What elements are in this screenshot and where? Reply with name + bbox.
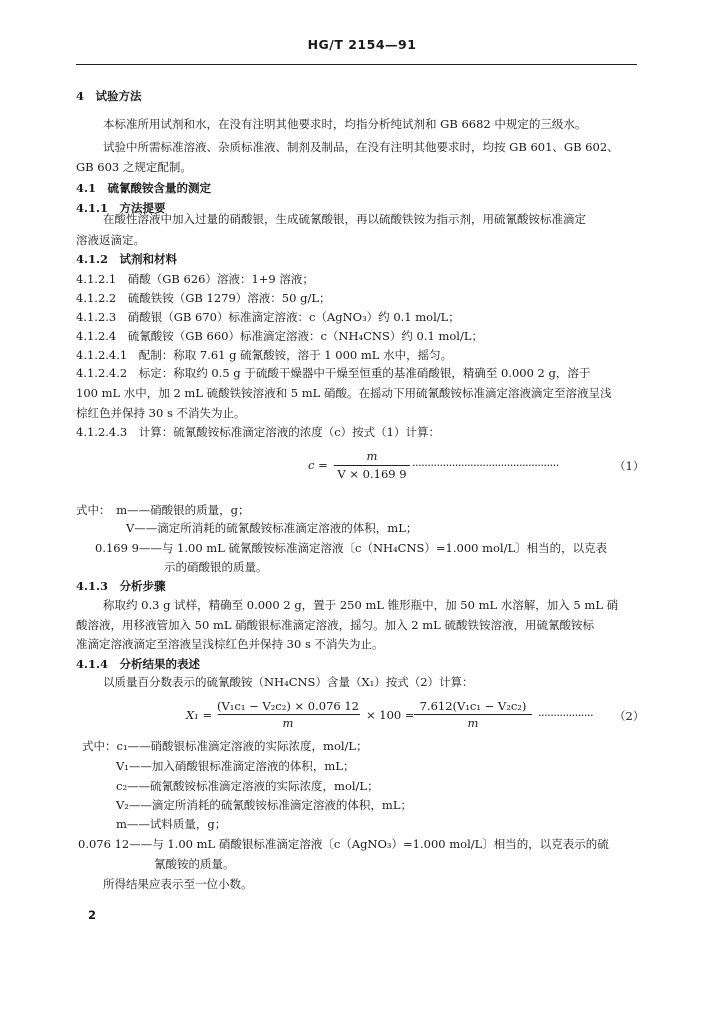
section-4-1-1-heading: 4.1.1 方法提要 [76, 201, 166, 215]
legend-2-v1: V₁——加入硝酸银标准滴定溶液的体积，mL； [116, 759, 355, 773]
section-4-1-3-heading: 4.1.3 分析步骤 [76, 579, 166, 593]
page-number: 2 [88, 908, 97, 922]
legend-2-factor-cont: 氰酸铵的质量。 [154, 857, 235, 871]
reagent-4-1-2-4-3: 4.1.2.4.3 计算：硫氰酸铵标准滴定溶液的浓度（c）按式（1）计算： [76, 425, 440, 439]
section-4-1-1-line-1: 在酸性溶液中加入过量的硝酸银，生成硫氰酸银，再以硫酸铁铵为指示剂，用硫氰酸铵标准滴定 [103, 212, 586, 226]
section-4-1-heading: 4.1 硫氰酸铵含量的测定 [76, 181, 212, 195]
formula-2-numerator-1: (V₁c₁ − V₂c₂) × 0.076 12 [216, 699, 359, 713]
legend-2-v2: V₂——滴定所消耗的硫氰酸铵标准滴定溶液的体积，mL； [116, 798, 412, 812]
section-4-paragraph-1: 本标准所用试剂和水，在没有注明其他要求时，均指分析纯试剂和 GB 6682 中规定的三级水。 [103, 117, 587, 131]
legend-1-v: V——滴定所消耗的硫氰酸铵标准滴定溶液的体积，mL； [126, 521, 418, 535]
legend-1-factor-cont: 示的硝酸银的质量。 [164, 560, 268, 574]
legend-1-m: 式中： m——硝酸银的质量，g； [76, 503, 250, 517]
formula-1-fraction-bar [334, 465, 410, 466]
reagent-4-1-2-4: 4.1.2.4 硫氰酸铵（GB 660）标准滴定溶液：c（NH₄CNS）约 0.1 mol/L； [76, 329, 483, 343]
section-4-heading: 4 试验方法 [76, 89, 142, 103]
section-4-paragraph-2-line-1: 试验中所需标准溶液、杂质标准液、制剂及制品，在没有注明其他要求时，均按 GB 601、GB 602、 [103, 140, 619, 154]
formula-2-leader-dots: ·················· [538, 708, 593, 722]
reagent-4-1-2-2: 4.1.2.2 硫酸铁铵（GB 1279）溶液：50 g/L； [76, 291, 331, 305]
result-precision-note: 所得结果应表示至一位小数。 [103, 877, 253, 891]
reagent-4-1-2-3: 4.1.2.3 硝酸银（GB 670）标准滴定溶液：c（AgNO₃）约 0.1 mol/L； [76, 310, 460, 324]
reagent-4-1-2-4-1: 4.1.2.4.1 配制：称取 7.61 g 硫氰酸铵，溶于 1 000 mL 水中，摇匀。 [76, 348, 453, 362]
formula-2-fraction-bar-1 [218, 714, 360, 715]
formula-1-leader-dots: ················································ [412, 458, 559, 472]
formula-2-denominator-1: m [282, 716, 294, 730]
section-4-1-4-heading: 4.1.4 分析结果的表述 [76, 657, 201, 671]
formula-2-multiplier: × 100 = [366, 708, 415, 722]
legend-2-c2: c₂——硫氰酸铵标准滴定溶液的实际浓度，mol/L； [116, 779, 379, 793]
header-rule [76, 64, 637, 65]
formula-2-numerator-2: 7.612(V₁c₁ − V₂c₂) [419, 699, 527, 713]
legend-1-factor: 0.169 9——与 1.00 mL 硫氰酸铵标准滴定溶液〔c（NH₄CNS）=1.000 mol/L〕相当的，以克表 [95, 541, 608, 555]
legend-2-m: m——试料质量，g； [116, 817, 227, 831]
formula-1-numerator: m [366, 449, 378, 463]
standard-number-header: HG/T 2154—91 [307, 37, 417, 52]
section-4-1-1-line-2: 溶液返滴定。 [76, 233, 145, 247]
formula-2-fraction-bar-2 [414, 714, 532, 715]
section-4-paragraph-2-line-2: GB 603 之规定配制。 [76, 160, 192, 174]
legend-2-factor: 0.076 12——与 1.00 mL 硝酸银标准滴定溶液〔c（AgNO₃）=1.000 mol/L〕相当的，以克表示的硫 [78, 837, 609, 851]
formula-1-lhs: c = [308, 458, 328, 472]
section-4-1-3-line-3: 准滴定溶液滴定至溶液呈浅棕红色并保持 30 s 不消失为止。 [76, 637, 384, 651]
formula-2-number: （2） [614, 709, 645, 723]
legend-2-c1: 式中：c₁——硝酸银标准滴定溶液的实际浓度，mol/L； [82, 739, 368, 753]
section-4-1-4-line-1: 以质量百分数表示的硫氰酸铵（NH₄CNS）含量（X₁）按式（2）计算： [103, 675, 474, 689]
reagent-4-1-2-4-2-line-3: 棕红色并保持 30 s 不消失为止。 [76, 406, 246, 420]
section-4-1-2-heading: 4.1.2 试剂和材料 [76, 252, 178, 266]
formula-1-number: （1） [614, 459, 645, 473]
section-4-1-3-line-2: 酸溶液，用移液管加入 50 mL 硝酸银标准滴定溶液，摇匀。加入 2 mL 硫酸铁铵溶液，用硫氰酸铵标 [76, 618, 594, 632]
section-4-1-3-line-1: 称取约 0.3 g 试样，精确至 0.000 2 g，置于 250 mL 锥形瓶中，加 50 mL 水溶解，加入 5 mL 硝 [103, 598, 619, 612]
formula-2-denominator-2: m [467, 716, 479, 730]
reagent-4-1-2-4-2-line-2: 100 mL 水中，加 2 mL 硫酸铁铵溶液和 5 mL 硝酸。在摇动下用硫氰酸铵标准滴定溶液滴定至溶液呈浅 [76, 386, 612, 400]
formula-1-denominator: V × 0.169 9 [337, 467, 407, 481]
reagent-4-1-2-4-2-line-1: 4.1.2.4.2 标定：称取约 0.5 g 于硫酸干燥器中干燥至恒重的基准硝酸银，精确至 0.000 2 g，溶于 [76, 366, 591, 380]
reagent-4-1-2-1: 4.1.2.1 硝酸（GB 626）溶液：1+9 溶液； [76, 272, 314, 286]
formula-2-lhs: X₁ = [186, 708, 213, 722]
